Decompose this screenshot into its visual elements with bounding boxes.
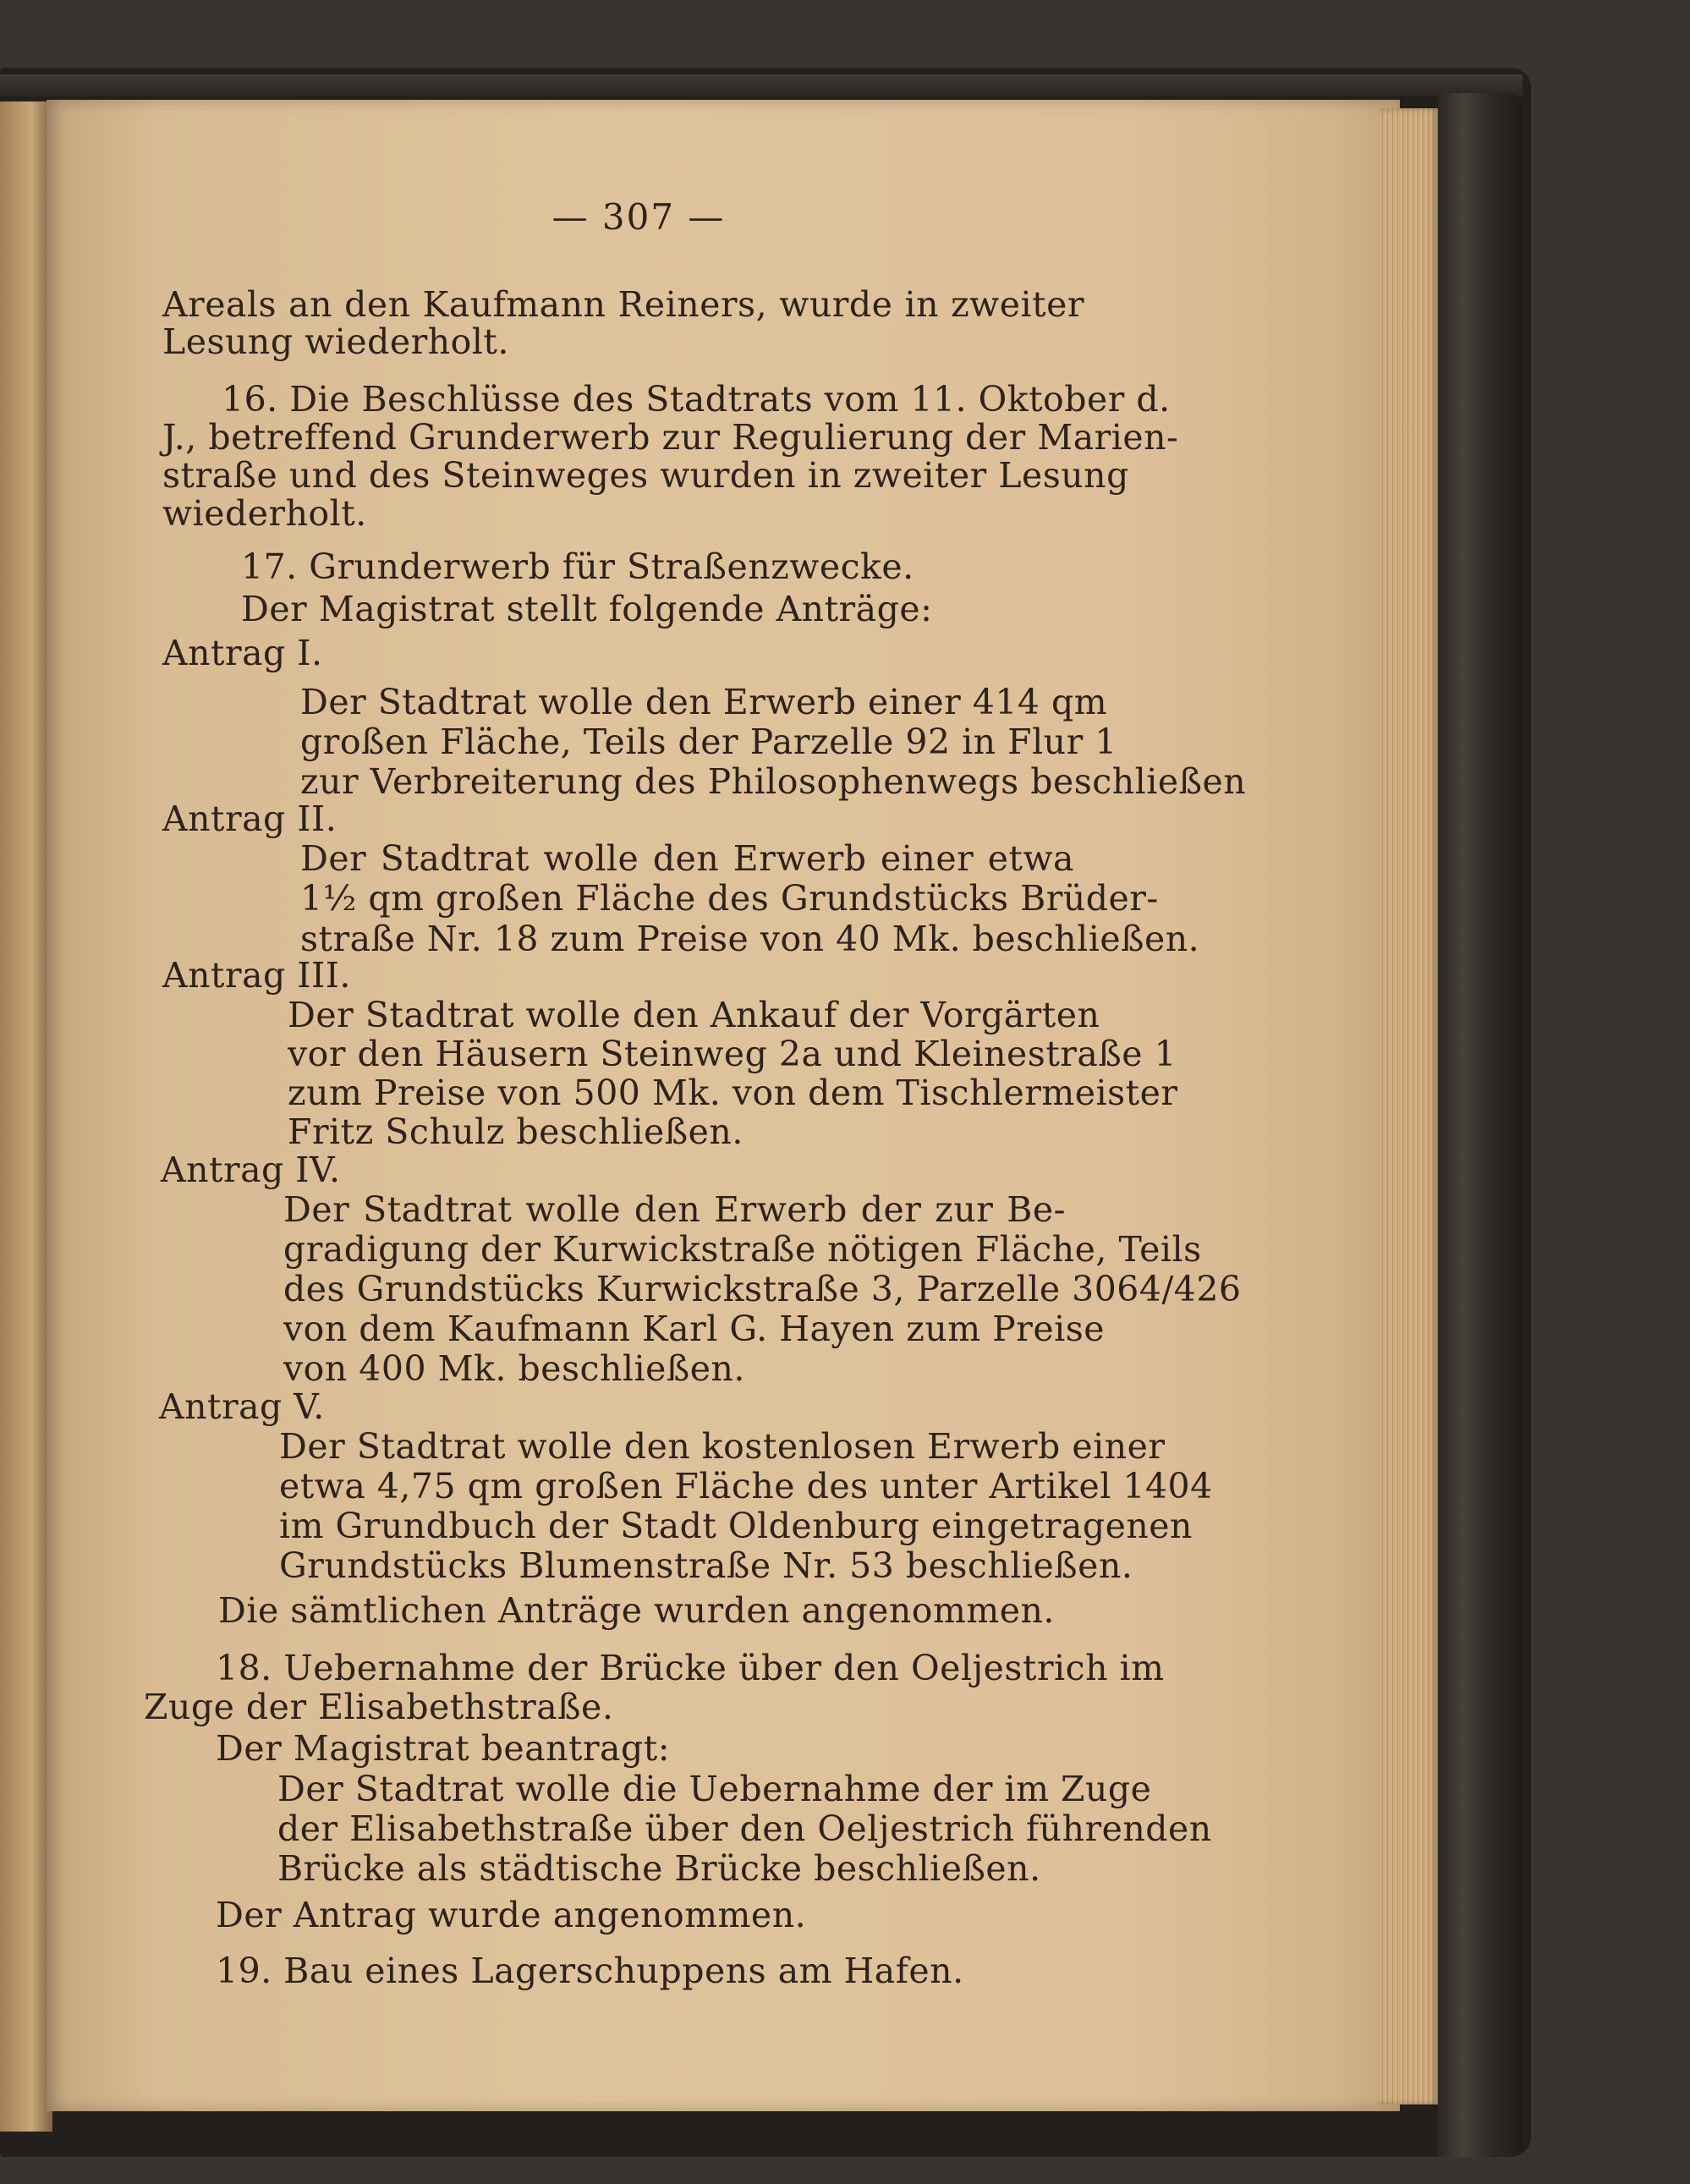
text-line: Die sämtlichen Anträge wurden angenommen. <box>218 1590 1055 1631</box>
text-line: Der Stadtrat wolle den kostenlosen Erwerb einer <box>279 1426 1166 1467</box>
text-line: von 400 Mk. beschließen. <box>283 1348 745 1389</box>
text-line: Antrag I. <box>162 633 323 673</box>
text-line: Der Antrag wurde angenommen. <box>216 1895 807 1935</box>
text-line: 19. Bau eines Lagerschuppens am Hafen. <box>216 1951 964 1991</box>
text-line: Der Stadtrat wolle den Erwerb einer etwa <box>300 838 1074 879</box>
text-line: 17. Grunderwerb für Straßenzwecke. <box>241 546 914 587</box>
text-line: Fritz Schulz beschließen. <box>288 1111 743 1152</box>
text-line: Zuge der Elisabethstraße. <box>144 1687 614 1727</box>
text-line: vor den Häusern Steinweg 2a und Kleinestraße 1 <box>288 1034 1177 1074</box>
page-number: — 307 — <box>551 196 726 238</box>
text-line: Antrag II. <box>162 798 337 839</box>
text-line: J., betreffend Grunderwerb zur Regulierung der Marien- <box>162 417 1179 458</box>
text-line: des Grundstücks Kurwickstraße 3, Parzelle 3064/426 <box>283 1269 1242 1309</box>
text-line: straße Nr. 18 zum Preise von 40 Mk. beschließen. <box>300 919 1200 959</box>
text-line: Antrag III. <box>162 955 351 996</box>
text-line: zur Verbreiterung des Philosophenwegs beschließen <box>300 761 1247 802</box>
text-line: Lesung wiederholt. <box>162 321 509 362</box>
text-line: Der Stadtrat wolle den Erwerb der zur Be- <box>283 1189 1066 1230</box>
text-line: gradigung der Kurwickstraße nötigen Fläche, Teils <box>283 1229 1202 1270</box>
text-line: Antrag IV. <box>161 1150 341 1190</box>
text-line: Der Stadtrat wolle den Erwerb einer 414 qm <box>300 682 1108 722</box>
text-line: Antrag V. <box>159 1386 325 1427</box>
text-line: wiederholt. <box>162 493 367 534</box>
text-line: Brücke als städtische Brücke beschließen. <box>277 1848 1041 1889</box>
text-line: Grundstücks Blumenstraße Nr. 53 beschließen. <box>279 1545 1133 1586</box>
text-line: Der Magistrat stellt folgende Anträge: <box>241 589 933 629</box>
text-line: zum Preise von 500 Mk. von dem Tischlermeister <box>288 1073 1178 1113</box>
text-line: Der Magistrat beantragt: <box>216 1728 671 1769</box>
text-line: 1½ qm großen Fläche des Grundstücks Brüder- <box>300 878 1159 919</box>
text-line: der Elisabethstraße über den Oeljestrich führenden <box>277 1808 1212 1849</box>
text-line: von dem Kaufmann Karl G. Hayen zum Preise <box>283 1309 1106 1349</box>
text-line: großen Fläche, Teils der Parzelle 92 in Flur 1 <box>300 722 1117 762</box>
text-line: straße und des Steinweges wurden in zweiter Lesung <box>162 455 1129 496</box>
text-line: 16. Die Beschlüsse des Stadtrats vom 11. Oktober d. <box>222 379 1171 420</box>
text-line: 18. Uebernahme der Brücke über den Oeljestrich im <box>216 1648 1165 1688</box>
text-line: etwa 4,75 qm großen Fläche des unter Artikel 1404 <box>279 1466 1213 1506</box>
text-line: Der Stadtrat wolle den Ankauf der Vorgärten <box>288 995 1100 1035</box>
text-line: Areals an den Kaufmann Reiners, wurde in zweiter <box>162 284 1084 325</box>
text-line: Der Stadtrat wolle die Uebernahme der im Zuge <box>277 1769 1152 1809</box>
text-line: im Grundbuch der Stadt Oldenburg eingetragenen <box>279 1506 1193 1546</box>
